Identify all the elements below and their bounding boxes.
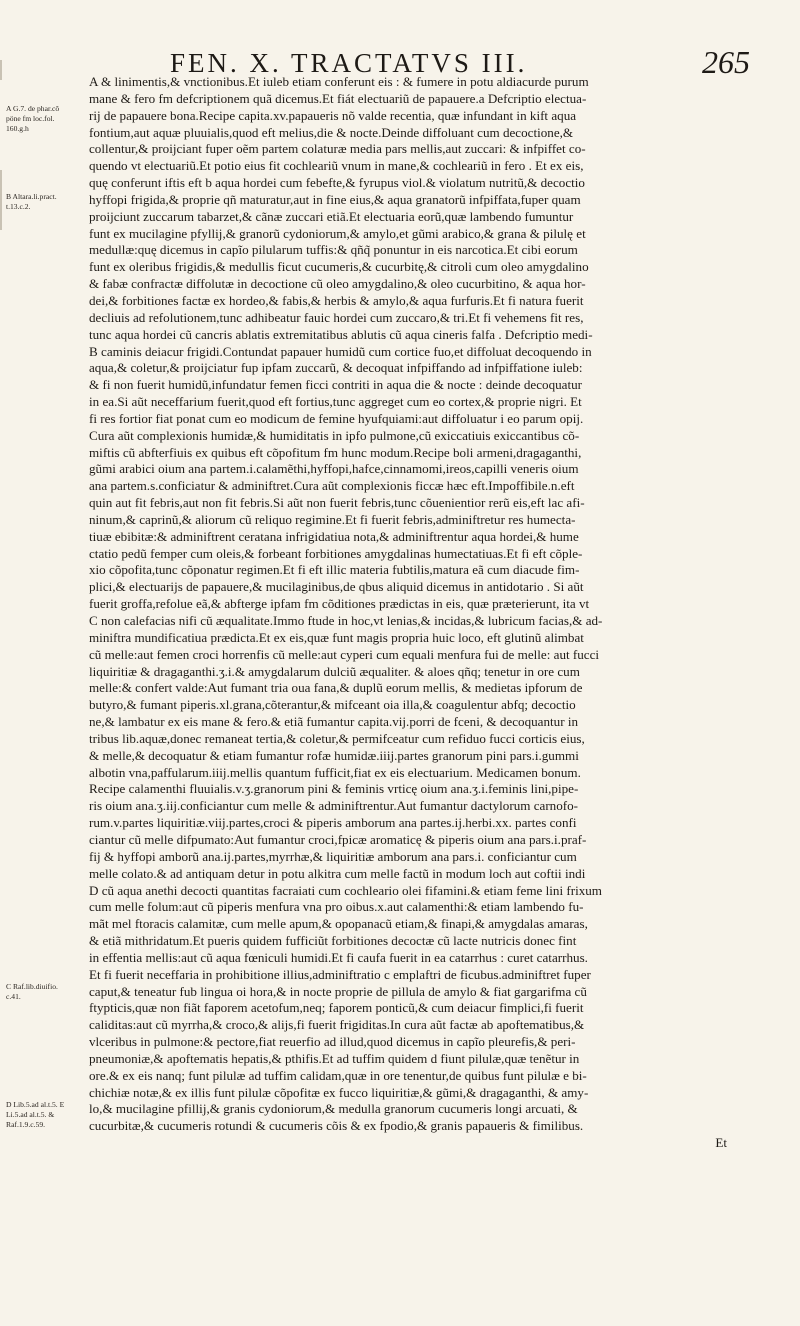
text-line: D cũ aqua anethi decocti quantitas facraiati cum cochleario olei fifamini.& etiam feme lini frixum (89, 882, 602, 898)
text-line: tiuæ ebibitæ:& adminiftrent ceratana infrigidatiua nota,& adminiftrentur aqua hordei,& hume (89, 528, 579, 544)
binding-edge-mark (0, 60, 2, 80)
text-line: decliuis ad refolutionem,tunc adhibeatur fauic hordei cum zuccaro,& tri.Et fi vehemens fit res, (89, 309, 584, 325)
text-line: caput,& teneatur fub lingua oi hora,& in nocte proprie de pillula de amylo & fiat gargarifma cũ (89, 983, 587, 999)
text-line: hyffopi frigida,& proprie qñ maturatur,aut in fine eius,& aqua granatorũ infpiffata,fuper quam (89, 191, 581, 207)
text-line: & fi non fuerit humidũ,infundatur femen ficci contriti in aqua die & nocte : deinde decoquatur (89, 377, 583, 393)
text-line: quę conferunt iftis eft b aqua hordei cum febefte,& fyrupus viol.& violatum nutritũ,& decoctio (89, 175, 585, 191)
text-line: albotin vna,paffularum.iiij.mellis quantum fufficit,fiat ex eis electuarium. Medicamen bonum. (89, 764, 581, 780)
text-line: funt ex mucilagine pfyllij,& granorũ cydoniorum,& amylo,et gũmi arabico,& grana & pilulę et (89, 225, 586, 241)
text-line: cucurbitæ,& cucumeris rotundi & cucumeris cõis & ex fpodio,& granis papaueris & fimilibus. (89, 1118, 584, 1134)
text-line: A & linimentis,& vnctionibus.Et iuleb etiam conferunt eis : & fumere in potu aldiacurde purum (89, 74, 589, 89)
text-line: chichiæ notæ,& ex illis funt pilulæ cõpofitæ ex fucco liquiritiæ,& gũmi,& dragaganthi, & amy- (89, 1084, 589, 1100)
margin-note-d: D Lib.5.ad al.t.5. E Li.5.ad al.t.5. & Raf.1.9.c.59. (6, 1100, 65, 1129)
text-line: C non calefacias nifi cũ æqualitate.Immo ftude in hoc,vt lenias,& incidas,& lubricum facias,& ad- (89, 613, 603, 628)
text-line: tribus lib.aquæ,donec remaneat tertia,& coletur,& permifceatur cum refiduo fucci corticis eius, (89, 730, 585, 746)
text-line: ninum,& caprinũ,& aliorum cũ reliquo regimine.Et fi fuerit febris,adminiftretur res humecta- (89, 511, 576, 527)
margin-note-a: A G.7. de phar.cõ pöne fm loc.fol. 160.g.h (6, 104, 60, 133)
text-line: ftypticis,quæ non fiãt faporem acetofum,neq; faporem ponticũ,& cum deiacur fimplici,fi fuerit (89, 1000, 584, 1016)
text-line: xio cõpofita,tunc cõponatur regimen.Et fi eft illic materia fubtilis,matura eã cum diacude fim- (89, 562, 580, 578)
text-line: proijciunt zuccarum tabarzet,& cãnæ zuccari etiã.Et electuaria eorũ,quæ lambendo fumuntur (89, 208, 574, 224)
margin-note-b: B Altara.li.pract. t.13.c.2. (6, 192, 57, 211)
text-line: Cura aũt complexionis humidæ,& humiditatis in ipfo pulmone,cũ exiccatiuis exiccantibus cõ- (89, 427, 580, 443)
text-line: mãt mel ftoracis calamitæ, cum melle apum,& opopanacũ etiam,& finapi,& amygdalas amaras, (89, 916, 588, 932)
text-line: funt ex oleribus frigidis,& medullis ficut cucumeris,& cucurbitę,& citroli cum oleo amygdalino (89, 259, 589, 275)
text-line: B caminis deiacur frigidi.Contundat papauer humidũ cum cortice fuo,et diffoluat decoquendo in (89, 343, 592, 359)
text-line: Et fi fuerit neceffaria in prohibitione illius,adminiftratio c emplaftri de ficubus.adminiftret fuper (89, 966, 591, 982)
text-line: melle:& confert valde:Aut fumant tria oua fana,& duplũ eorum mellis, & medietas ipforum de (89, 680, 583, 696)
text-line: cum melle folum:aut cũ piperis menfura vna pro oibus.x.aut calamenthi:& etiam lambendo fu- (89, 899, 584, 915)
text-line: in effentia mellis:aut cũ aqua fœniculi humidi.Et fi caufa fuerit in ea catarrhus : curet catarrhus. (89, 949, 588, 965)
text-line: mane & fero fm defcriptionem quã dicemus.Et fiát electuariũ de papauere.a Defcriptio electua- (89, 90, 587, 106)
text-line: plici,& electuarijs de papauere,& mucilaginibus,de qbus aliquid dicemus in antidotario . Si aũt (89, 579, 584, 595)
text-line: pneumoniæ,& apoftematis hepatis,& pthifis.Et ad tuffim quidem d fiunt pilulæ,quæ tenẽtur in (89, 1050, 580, 1066)
text-line: fuerit groffa,refolue eã,& abfterge ipfam fm cõditiones prædictas in eis, quæ præterierunt, ita vt (89, 596, 590, 612)
text-line: miftis cũ abfterfiuis ex quibus eft cõpofitum fm hunc modum.Recipe boli armeni,dragaganthi, (89, 444, 582, 460)
text-line: fi res fortior fiat ponat cum eo modicum de femine hyufquiami:aut diffoluatur i eo parum opij. (89, 410, 584, 426)
text-line: quendo vt electuariũ.Et potio eius fit cochleariũ vnum in mane,& cochleariũ in fero . Et ex eis, (89, 158, 584, 174)
text-line: in ea.Si aũt neceffarium fuerit,quod eft fortius,tunc aggreget cum eo cortex,& proprie nigri. Et (89, 394, 582, 410)
body-text (89, 74, 779, 1152)
text-line: lo,& mucilagine pfillij,& granis cydoniorum,& medulla granorum cucumeris longi arcuati, & (89, 1101, 578, 1117)
text-line: ciantur cũ melle difpumato:Aut fumantur croci,fpicæ aromaticę & piperis oium ana pars.i.praf- (89, 831, 587, 847)
text-line: fij & hyffopi amborũ ana.ij.partes,myrrhæ,& liquiritiæ amborum ana pars.i. conficiantur cum (89, 848, 577, 864)
text-line: vlceribus in pulmone:& pectore,fiat reuerfio ad illud,quod dicemus in capĩo pleurefis,& peri- (89, 1034, 576, 1050)
page-number: 265 (702, 44, 750, 80)
text-line: tunc aqua hordei cũ cancris ablatis extremitatibus ablutis cũ aqua cineris falfa . Defcriptio medi- (89, 326, 593, 342)
text-line: melle colato.& ad antiquam detur in potu alkitra cum melle factũ in modum loch aut coftii indi (89, 865, 586, 881)
binding-edge-mark (0, 170, 2, 230)
text-line: ne,& lambatur ex eis mane & fero.& etiã fumantur capita.vij.porri de fceni, & decoquantur in (89, 714, 579, 730)
text-line: rij de papauere bona.Recipe capita.xv.papaueris nõ valde recentia, quæ infundant in kift aqua (89, 107, 577, 123)
text-line: aqua,& coletur,& proijciatur fup ipfam zuccarũ, & decoquat infpiffando ad infpiffatione iuleb: (89, 360, 583, 376)
text-line: collentur,& proijciant fuper oẽm partem colaturæ media pars mellis,aut zuccari: & infpiffet co- (89, 141, 586, 157)
text-line: caliditas:aut cũ myrrha,& croco,& alijs,fi fuerit frigiditas.In cura aũt factæ ab apoftematibus,& (89, 1017, 585, 1033)
text-line: Recipe calamenthi fluuialis.v.ʒ.granorum pini & feminis vrticę oium ana.ʒ.i.feminis lini,pipe- (89, 781, 579, 797)
text-line: miniftra mundificatiua prædicta.Et ex eis,quæ funt magis propria huic loco, eft glutinũ alimbat (89, 629, 584, 645)
text-line: fontium,aut aquæ pluuialis,quod eft melius,die & nocte.Deinde diffoluant cum decoctione,& (89, 124, 574, 140)
text-line: butyro,& fumant piperis.xl.grana,cõterantur,& mifceant oia illa,& coagulentur abfq; decoctio (89, 697, 576, 713)
text-line: medullæ:quę dicemus in capĩo pilularum tuffis:& qñq̃ ponuntur in eis narcotica.Et cibi eorum (89, 242, 578, 258)
text-line: ana partem.s.conficiatur & adminiftret.Cura aũt complexionis ficcæ hæc eft.Impoffibile.n.eft (89, 478, 575, 494)
text-line: ctatio pedũ femper cum oleis,& forbeant forbitiones amygdalinas humectatiuas.Et fi eft cõple- (89, 545, 583, 561)
text-line: gũmi arabici oium ana partem.i.calamẽthi,hyffopi,hafce,cinnamomi,ireos,capilli veneris oium (89, 461, 579, 477)
margin-note-c: C Raf.lib.diuifio. c.41. (6, 982, 58, 1001)
text-line: ore.& ex eis nanq; funt pilulæ ad tuffim calidam,quæ in ore tenentur,de quibus funt pilulæ e bi- (89, 1067, 587, 1083)
text-line: Et (715, 1135, 727, 1151)
text-line: & fabæ confractæ diffolutæ in decoctione cũ oleo amygdalino,& oleo cucurbitino, & aqua hor- (89, 276, 586, 292)
running-title: FEN. X. TRACTATVS III. (170, 48, 528, 78)
text-line: liquiritiæ & dragaganthi.ʒ.i.& amygdalarum dulciũ æqualiter. & aloes qñq; tenetur in ore cum (89, 663, 580, 679)
text-line: cũ melle:aut femen croci horrenfis cũ melle:aut cyperi cum equali menfura fui de melle: aut fucci (89, 646, 600, 662)
text-line: ris oium ana.ʒ.iij.conficiantur cum melle & adminiftrentur.Aut fumantur dactylorum carnofo- (89, 798, 579, 814)
text-line: & melle,& decoquatur & etiam fumantur rofæ humidæ.iiij.partes granorum pini pars.i.gummi (89, 747, 579, 763)
text-line: dei,& forbitiones factæ ex hordeo,& fabis,& herbis & amylo,& aqua furfuris.Et fi natura fuerit (89, 292, 584, 308)
text-line: quin aut fit febris,aut non fit febris.Si aũt non fuerit febris,tunc cõuenientior rerũ eis,eft lac afi- (89, 495, 585, 511)
text-line: & etiã mithridatum.Et pueris quidem fufficiũt forbitiones decoctæ cũ lacte nutricis donec fint (89, 933, 577, 949)
text-line: rum.v.partes liquiritiæ.viij.partes,croci & piperis amborum ana partes.ij.herbi.xx. partes confi (89, 815, 577, 831)
